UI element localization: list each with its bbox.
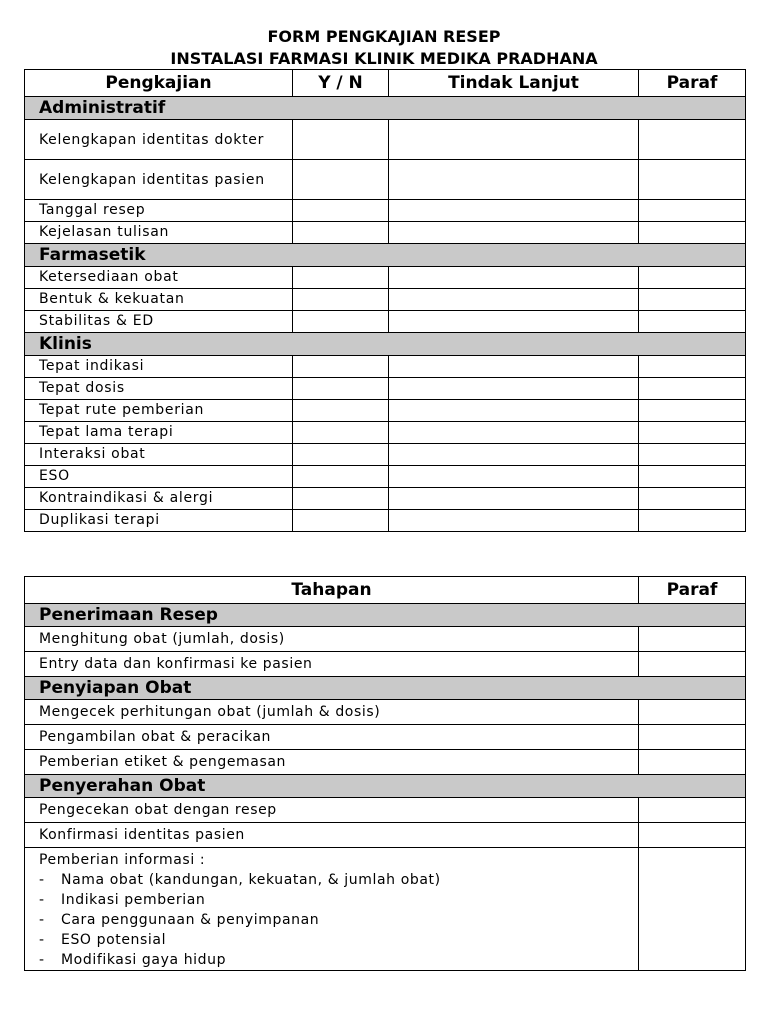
section-header-penyerahan-obat: Penyerahan Obat — [25, 775, 746, 798]
follow-up-cell[interactable] — [389, 444, 639, 466]
yn-cell[interactable] — [293, 222, 389, 244]
criterion-label: Tepat rute pemberian — [25, 400, 293, 422]
table-row — [25, 289, 746, 311]
yn-cell[interactable] — [293, 160, 389, 200]
stage-label: Pengambilan obat & peracikan — [25, 725, 639, 750]
follow-up-cell[interactable] — [389, 466, 639, 488]
criterion-label: Tanggal resep — [25, 200, 293, 222]
institution-title: INSTALASI FARMASI KLINIK MEDIKA PRADHANA — [170, 49, 598, 68]
assessment-table — [24, 69, 746, 532]
header-row — [25, 70, 746, 97]
table-row — [25, 700, 746, 725]
section-row — [25, 677, 746, 700]
paraf-cell[interactable] — [639, 378, 746, 400]
follow-up-cell[interactable] — [389, 422, 639, 444]
paraf-cell[interactable] — [639, 848, 746, 971]
section-header-klinis: Klinis — [25, 333, 746, 356]
follow-up-cell[interactable] — [389, 160, 639, 200]
paraf-cell[interactable] — [639, 798, 746, 823]
header-row — [25, 577, 746, 604]
stages-table — [24, 576, 746, 971]
follow-up-cell[interactable] — [389, 120, 639, 160]
yn-cell[interactable] — [293, 267, 389, 289]
paraf-cell[interactable] — [639, 311, 746, 333]
yn-cell[interactable] — [293, 120, 389, 160]
info-list-item — [39, 930, 638, 950]
stage-label: Mengecek perhitungan obat (jumlah & dosis) — [25, 700, 639, 725]
follow-up-cell[interactable] — [389, 510, 639, 532]
info-heading: Pemberian informasi : — [39, 852, 206, 868]
paraf-cell[interactable] — [639, 444, 746, 466]
table-row — [25, 160, 746, 200]
info-list-text: Cara penggunaan & penyimpanan — [61, 912, 320, 928]
paraf-cell[interactable] — [639, 466, 746, 488]
column-header-y-n: Y / N — [293, 70, 389, 97]
info-list-item — [39, 870, 638, 890]
stage-label: Pengecekan obat dengan resep — [25, 798, 639, 823]
criterion-label: Tepat lama terapi — [25, 422, 293, 444]
paraf-cell[interactable] — [639, 160, 746, 200]
table-row — [25, 311, 746, 333]
yn-cell[interactable] — [293, 200, 389, 222]
section-header-administratif: Administratif — [25, 97, 746, 120]
paraf-cell[interactable] — [639, 510, 746, 532]
stage-label: Konfirmasi identitas pasien — [25, 823, 639, 848]
table-row — [25, 750, 746, 775]
paraf-cell[interactable] — [639, 222, 746, 244]
info-list-text: Modifikasi gaya hidup — [61, 952, 227, 968]
bullet-dash: - — [39, 932, 45, 948]
paraf-cell[interactable] — [639, 120, 746, 160]
yn-cell[interactable] — [293, 289, 389, 311]
section-header-penerimaan-resep: Penerimaan Resep — [25, 604, 746, 627]
stage-label: Entry data dan konfirmasi ke pasien — [25, 652, 639, 677]
yn-cell[interactable] — [293, 400, 389, 422]
table-row — [25, 798, 746, 823]
column-header-paraf: Paraf — [639, 577, 746, 604]
paraf-cell[interactable] — [639, 652, 746, 677]
follow-up-cell[interactable] — [389, 488, 639, 510]
bullet-dash: - — [39, 912, 45, 928]
table-row — [25, 222, 746, 244]
section-row — [25, 244, 746, 267]
paraf-cell[interactable] — [639, 267, 746, 289]
paraf-cell[interactable] — [639, 356, 746, 378]
yn-cell[interactable] — [293, 444, 389, 466]
table-row — [25, 488, 746, 510]
paraf-cell[interactable] — [639, 823, 746, 848]
follow-up-cell[interactable] — [389, 200, 639, 222]
follow-up-cell[interactable] — [389, 267, 639, 289]
section-row — [25, 97, 746, 120]
yn-cell[interactable] — [293, 510, 389, 532]
stage-label: Pemberian etiket & pengemasan — [25, 750, 639, 775]
bullet-dash: - — [39, 952, 45, 968]
info-list-item — [39, 910, 638, 930]
criterion-label: Tepat indikasi — [25, 356, 293, 378]
table-row — [25, 120, 746, 160]
paraf-cell[interactable] — [639, 725, 746, 750]
info-list-text: Nama obat (kandungan, kekuatan, & jumlah obat) — [61, 872, 441, 888]
yn-cell[interactable] — [293, 378, 389, 400]
section-header-farmasetik: Farmasetik — [25, 244, 746, 267]
yn-cell[interactable] — [293, 466, 389, 488]
table-row — [25, 200, 746, 222]
column-header-tahapan: Tahapan — [25, 577, 639, 604]
table-row — [25, 267, 746, 289]
table-row — [25, 510, 746, 532]
paraf-cell[interactable] — [639, 422, 746, 444]
follow-up-cell[interactable] — [389, 289, 639, 311]
column-header-tindak-lanjut: Tindak Lanjut — [389, 70, 639, 97]
bullet-dash: - — [39, 892, 45, 908]
criterion-label: Kontraindikasi & alergi — [25, 488, 293, 510]
table-row — [25, 422, 746, 444]
bullet-dash: - — [39, 872, 45, 888]
table-row — [25, 652, 746, 677]
table-row — [25, 725, 746, 750]
info-list-item — [39, 890, 638, 910]
criterion-label: Kelengkapan identitas pasien — [25, 160, 293, 200]
criterion-label: Stabilitas & ED — [25, 311, 293, 333]
table-row — [25, 400, 746, 422]
paraf-cell[interactable] — [639, 700, 746, 725]
paraf-cell[interactable] — [639, 627, 746, 652]
criterion-label: Bentuk & kekuatan — [25, 289, 293, 311]
table-row — [25, 627, 746, 652]
info-list-item — [39, 950, 638, 970]
follow-up-cell[interactable] — [389, 311, 639, 333]
paraf-cell[interactable] — [639, 488, 746, 510]
criterion-label: Kejelasan tulisan — [25, 222, 293, 244]
yn-cell[interactable] — [293, 422, 389, 444]
yn-cell[interactable] — [293, 356, 389, 378]
info-list-text: Indikasi pemberian — [61, 892, 206, 908]
table-row — [25, 356, 746, 378]
criterion-label: Interaksi obat — [25, 444, 293, 466]
section-header-penyiapan-obat: Penyiapan Obat — [25, 677, 746, 700]
yn-cell[interactable] — [293, 311, 389, 333]
stage-label: Menghitung obat (jumlah, dosis) — [25, 627, 639, 652]
follow-up-cell[interactable] — [389, 356, 639, 378]
section-row — [25, 333, 746, 356]
info-list-text: ESO potensial — [61, 932, 167, 948]
follow-up-cell[interactable] — [389, 378, 639, 400]
criterion-label: ESO — [25, 466, 293, 488]
criterion-label: Duplikasi terapi — [25, 510, 293, 532]
table-row — [25, 378, 746, 400]
table-row — [25, 823, 746, 848]
section-row — [25, 604, 746, 627]
paraf-cell[interactable] — [639, 289, 746, 311]
column-header-paraf: Paraf — [639, 70, 746, 97]
table-row — [25, 466, 746, 488]
criterion-label: Tepat dosis — [25, 378, 293, 400]
criterion-label: Kelengkapan identitas dokter — [25, 120, 293, 160]
follow-up-cell[interactable] — [389, 400, 639, 422]
paraf-cell[interactable] — [639, 750, 746, 775]
table-row — [25, 444, 746, 466]
section-row — [25, 775, 746, 798]
yn-cell[interactable] — [293, 488, 389, 510]
column-header-pengkajian: Pengkajian — [25, 70, 293, 97]
paraf-cell[interactable] — [639, 200, 746, 222]
table-row — [25, 848, 746, 971]
criterion-label: Ketersediaan obat — [25, 267, 293, 289]
follow-up-cell[interactable] — [389, 222, 639, 244]
paraf-cell[interactable] — [639, 400, 746, 422]
info-stage-cell — [25, 848, 639, 971]
form-title: FORM PENGKAJIAN RESEP — [267, 27, 501, 46]
